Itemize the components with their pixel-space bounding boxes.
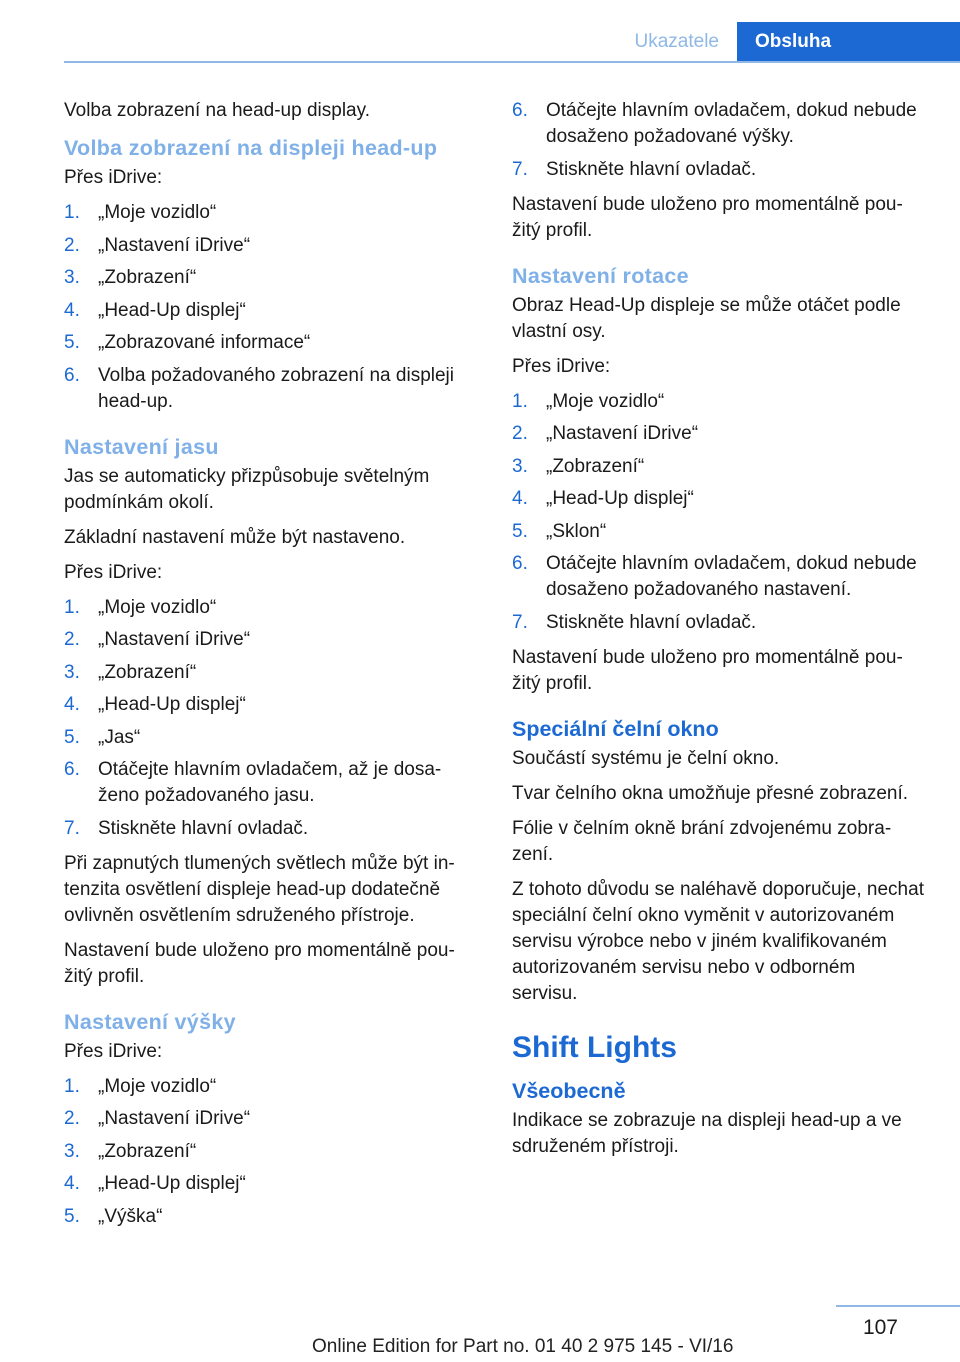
list-text: „Head-Up displej“ xyxy=(98,299,246,321)
list-number: 3. xyxy=(64,267,80,288)
list-item xyxy=(64,200,476,226)
left-column xyxy=(64,98,476,1239)
list-text: „Head-Up displej“ xyxy=(98,1173,246,1194)
list-text: „Nastavení iDrive“ xyxy=(98,1108,251,1129)
steps-list xyxy=(512,389,924,636)
list-text: „Head-Up displej“ xyxy=(546,488,694,509)
list-item xyxy=(512,157,924,183)
section-brightness xyxy=(64,433,476,990)
list-item xyxy=(64,725,476,751)
list-text: „Moje vozidlo“ xyxy=(98,202,217,223)
section-heading: Speciální čelní okno xyxy=(512,716,719,741)
paragraph: Nastavení bude uloženo pro momentálně použitý profil. xyxy=(64,939,455,987)
list-text: „Zobrazení“ xyxy=(98,267,197,288)
section-height xyxy=(64,1008,476,1230)
list-item xyxy=(64,298,476,324)
list-item xyxy=(64,816,476,842)
section-heading: Volba zobrazení na displeji head-up xyxy=(64,136,438,160)
page-header xyxy=(0,0,960,62)
paragraph: Z tohoto důvodu se naléhavě doporučuje, nechat speciální čelní okno vyměnit v autorizovaném servisu výrobce nebo v jiném kvalifikovaném autorizovaném servisu nebo v odborném servisu. xyxy=(512,878,924,1004)
list-text: „Nastavení iDrive“ xyxy=(98,234,251,256)
list-item xyxy=(64,627,476,653)
section-heading: Nastavení jasu xyxy=(64,434,219,459)
list-item xyxy=(512,519,924,545)
paragraph: Součástí systému je čelní okno. xyxy=(512,747,780,769)
paragraph: Indikace se zobrazuje na displeji head-up a ve sdruženém přístroji. xyxy=(512,1109,902,1157)
list-text: „Výška“ xyxy=(98,1205,163,1227)
section-head-up-display-selection xyxy=(64,134,476,415)
list-number: 6. xyxy=(512,553,528,574)
list-text: „Head-Up displej“ xyxy=(98,694,246,715)
via-idrive-text: Přes iDrive: xyxy=(64,167,163,188)
steps-list xyxy=(64,1074,476,1230)
list-number: 1. xyxy=(64,1075,80,1097)
list-item xyxy=(512,454,924,480)
list-number: 2. xyxy=(512,423,528,444)
intro-text: Volba zobrazení na head-up display. xyxy=(64,100,370,121)
list-number: 2. xyxy=(64,1108,80,1129)
list-number: 1. xyxy=(512,390,528,412)
list-item xyxy=(64,330,476,356)
list-number: 3. xyxy=(512,455,528,477)
list-item xyxy=(512,421,924,447)
list-item xyxy=(64,1204,476,1230)
header-divider xyxy=(64,61,960,63)
section-heading: Nastavení rotace xyxy=(512,263,689,288)
list-item xyxy=(64,233,476,259)
list-text: „Moje vozidlo“ xyxy=(98,1075,217,1097)
list-number: 6. xyxy=(64,364,80,386)
list-text: „Jas“ xyxy=(98,726,141,748)
list-number: 4. xyxy=(64,694,80,715)
list-number: 3. xyxy=(64,661,80,683)
list-item xyxy=(512,486,924,512)
chapter-title: Shift Lights xyxy=(512,1030,677,1064)
list-number: 6. xyxy=(512,100,528,121)
list-item xyxy=(64,1074,476,1100)
list-text: „Sklon“ xyxy=(546,520,607,542)
steps-list-continued xyxy=(512,98,924,183)
list-number: 2. xyxy=(64,234,80,256)
list-item xyxy=(512,98,924,150)
list-number: 5. xyxy=(64,1205,80,1227)
list-item xyxy=(64,595,476,621)
list-item xyxy=(64,660,476,686)
list-number: 1. xyxy=(64,596,80,618)
edition-watermark: Online Edition for Part no. 01 40 2 975 145 - VI/16 xyxy=(312,1336,734,1357)
list-item xyxy=(64,1171,476,1197)
section-special-windshield xyxy=(512,715,924,1007)
list-text: „Zobrazení“ xyxy=(98,661,197,683)
list-item xyxy=(64,1139,476,1165)
paragraph: Obraz Head-Up displeje se může otáčet podle vlastní osy. xyxy=(512,294,901,342)
list-text: Volba požadovaného zobrazení na displeji head-up. xyxy=(98,364,454,412)
list-number: 7. xyxy=(512,611,528,633)
list-text: Otáčejte hlavním ovladačem, dokud nebude dosaženo požadované výšky. xyxy=(546,100,917,147)
list-text: Stiskněte hlavní ovladač. xyxy=(98,817,309,839)
list-number: 5. xyxy=(64,726,80,748)
tab-ukazatele[interactable]: Ukazatele xyxy=(634,31,719,52)
paragraph: Nastavení bude uloženo pro momentálně použitý profil. xyxy=(512,646,903,694)
paragraph: Nastavení bude uloženo pro momentálně použitý profil. xyxy=(512,193,903,241)
list-number: 7. xyxy=(64,817,80,839)
list-number: 4. xyxy=(512,488,528,509)
page-number: 107 xyxy=(862,1316,898,1339)
list-number: 7. xyxy=(512,158,528,180)
list-number: 5. xyxy=(64,332,80,353)
list-number: 2. xyxy=(64,629,80,650)
list-item xyxy=(64,1106,476,1132)
list-text: „Moje vozidlo“ xyxy=(546,390,665,412)
list-text: Otáčejte hlavním ovladačem, až je dosaženo požadovaného jasu. xyxy=(98,759,442,806)
list-item xyxy=(64,757,476,809)
steps-list xyxy=(64,595,476,842)
paragraph: Tvar čelního okna umožňuje přesné zobrazení. xyxy=(512,782,909,804)
list-number: 1. xyxy=(64,202,80,223)
list-item xyxy=(64,363,476,415)
steps-list xyxy=(64,200,476,415)
list-item xyxy=(512,551,924,603)
via-idrive-text: Přes iDrive: xyxy=(64,1040,163,1062)
list-text: „Nastavení iDrive“ xyxy=(98,629,251,650)
list-text: Stiskněte hlavní ovladač. xyxy=(546,611,757,633)
list-number: 5. xyxy=(512,520,528,542)
right-column xyxy=(512,98,924,1169)
paragraph: Fólie v čelním okně brání zdvojenému zobrazení. xyxy=(512,817,892,865)
section-rotation xyxy=(512,262,924,697)
paragraph: Při zapnutých tlumených světlech může být intenzita osvětlení displeje head-up dodatečně ovlivněn osvětlením sdruženého přístroje. xyxy=(64,852,455,926)
list-number: 6. xyxy=(64,759,80,780)
list-text: „Nastavení iDrive“ xyxy=(546,423,699,444)
footer-divider xyxy=(836,1305,960,1307)
list-number: 3. xyxy=(64,1140,80,1162)
list-text: „Zobrazované informace“ xyxy=(98,332,311,353)
via-idrive-text: Přes iDrive: xyxy=(512,355,611,377)
list-item xyxy=(64,692,476,718)
list-item xyxy=(512,389,924,415)
list-text: „Zobrazení“ xyxy=(98,1140,197,1162)
section-heading: Všeobecně xyxy=(512,1078,626,1103)
paragraph: Základní nastavení může být nastaveno. xyxy=(64,526,406,548)
list-number: 4. xyxy=(64,1173,80,1194)
list-item xyxy=(64,265,476,291)
list-item xyxy=(512,610,924,636)
list-number: 4. xyxy=(64,299,80,321)
list-text: „Zobrazení“ xyxy=(546,455,645,477)
section-shift-lights xyxy=(512,1029,924,1160)
section-heading: Nastavení výšky xyxy=(64,1009,236,1034)
paragraph: Jas se automaticky přizpůsobuje světelným podmínkám okolí. xyxy=(64,465,430,513)
list-text: Otáčejte hlavním ovladačem, dokud nebude dosaženo požadovaného nastavení. xyxy=(546,553,917,600)
list-text: Stiskněte hlavní ovladač. xyxy=(546,158,757,180)
tab-obsluha[interactable]: Obsluha xyxy=(737,22,960,62)
list-text: „Moje vozidlo“ xyxy=(98,596,217,618)
via-idrive-text: Přes iDrive: xyxy=(64,561,163,583)
